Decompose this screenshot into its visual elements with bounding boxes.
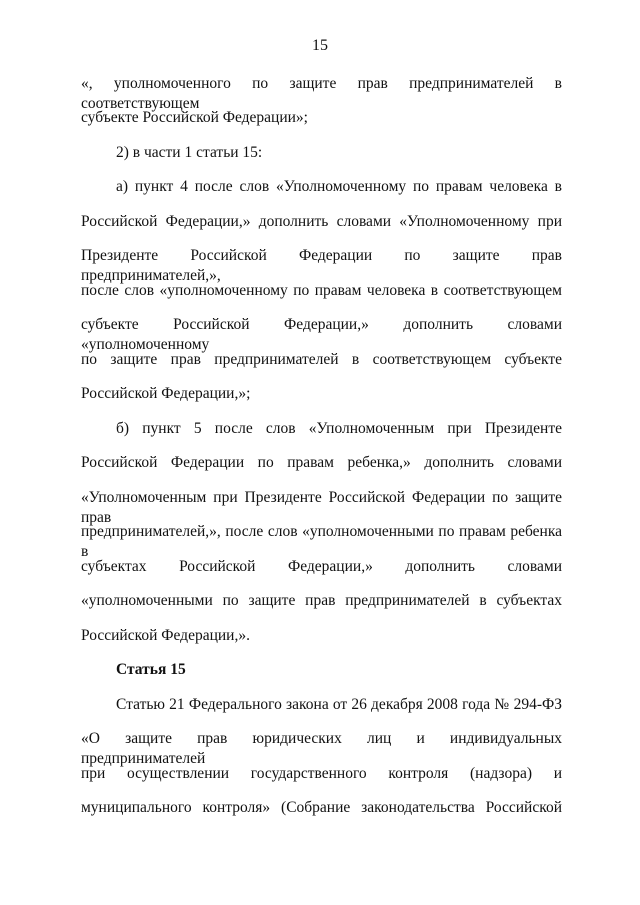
text-line: Российской Федерации,»; [81, 385, 251, 402]
text-line: субъектах Российской Федерации,» дополнить словами [81, 558, 562, 575]
text-line: Российской Федерации по правам ребенка,» дополнить словами [81, 454, 562, 471]
text-line: при осуществлении государственного контроля (надзора) и [81, 765, 562, 782]
text-line: после слов «уполномоченному по правам человека в соответствующем [81, 282, 562, 299]
text-line: предпринимателей,», после слов «уполномоченными по правам ребенка в [81, 523, 562, 560]
text-line: Статью 21 Федерального закона от 26 декабря 2008 года № 294-ФЗ [116, 696, 562, 713]
text-line: б) пункт 5 после слов «Уполномоченным при Президенте [116, 420, 562, 437]
text-line: Российской Федерации,». [81, 627, 250, 644]
text-line: 2) в части 1 статьи 15: [116, 144, 263, 161]
text-line: субъекте Российской Федерации»; [81, 109, 308, 126]
text-line: муниципального контроля» (Собрание законодательства Российской [81, 799, 562, 816]
article-heading: Статья 15 [116, 661, 186, 678]
text-line: «О защите прав юридических лиц и индивидуальных предпринимателей [81, 730, 562, 767]
text-line: а) пункт 4 после слов «Уполномоченному по правам человека в [116, 178, 562, 195]
text-line: «Уполномоченным при Президенте Российской Федерации по защите прав [81, 489, 562, 526]
text-line: Российской Федерации,» дополнить словами «Уполномоченному при [81, 213, 562, 230]
text-line: по защите прав предпринимателей в соответствующем субъекте [81, 351, 562, 368]
text-line: «уполномоченными по защите прав предпринимателей в субъектах [81, 592, 562, 609]
text-line: субъекте Российской Федерации,» дополнить словами «уполномоченному [81, 316, 562, 353]
text-line: «, уполномоченного по защите прав предпринимателей в соответствующем [81, 75, 562, 112]
page-number: 15 [312, 37, 328, 54]
text-line: Президенте Российской Федерации по защите прав предпринимателей,», [81, 247, 562, 284]
